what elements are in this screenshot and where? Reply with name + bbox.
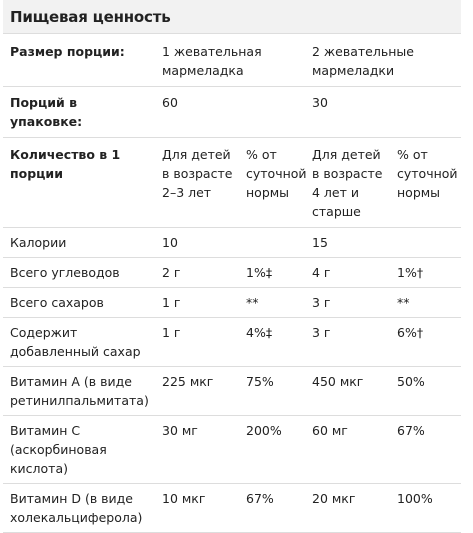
dv-4-plus	[390, 228, 461, 258]
dv-2-3: 75%	[239, 367, 305, 416]
amount-4-plus: 450 мкг	[305, 367, 390, 416]
amount-2-3: 1 г	[155, 288, 239, 318]
nutrition-title: Пищевая ценность	[3, 0, 461, 34]
amount-2-3: 1 г	[155, 318, 239, 367]
servings-per-container-row	[3, 87, 461, 138]
amount-2-3: 10	[155, 228, 239, 258]
nutrient-name: Всего углеводов	[3, 258, 155, 288]
amount-4-plus: 3 г	[305, 288, 390, 318]
serving-size-row	[3, 34, 461, 87]
servings-per-container-label: Порций в упаковке:	[3, 87, 155, 138]
nutrient-name: Содержит добавленный сахар	[3, 318, 155, 367]
amount-4-plus: 4 г	[305, 258, 390, 288]
dv-2-3: 200%	[239, 416, 305, 484]
dv-2-3: 67%	[239, 484, 305, 533]
dv-2-3: 1%‡	[239, 258, 305, 288]
dv-4-plus-header: % от суточной нормы	[390, 138, 461, 228]
group-4-plus-header: Для детей в возрасте 4 лет и старше	[305, 138, 390, 228]
amount-4-plus: 20 мкг	[305, 484, 390, 533]
column-header-row	[3, 138, 461, 228]
dv-4-plus: 6%†	[390, 318, 461, 367]
dv-4-plus: 1%†	[390, 258, 461, 288]
dv-2-3: **	[239, 288, 305, 318]
dv-2-3: 4%‡	[239, 318, 305, 367]
amount-2-3: 10 мкг	[155, 484, 239, 533]
dv-4-plus: **	[390, 288, 461, 318]
dv-4-plus: 67%	[390, 416, 461, 484]
amount-per-serving-header: Количество в 1 порции	[3, 138, 155, 228]
nutrition-facts-panel	[3, 0, 461, 525]
nutrient-row	[3, 416, 461, 484]
nutrient-row	[3, 367, 461, 416]
nutrient-row	[3, 288, 461, 318]
amount-4-plus: 3 г	[305, 318, 390, 367]
amount-4-plus: 15	[305, 228, 390, 258]
amount-2-3: 30 мг	[155, 416, 239, 484]
dv-2-3	[239, 228, 305, 258]
amount-2-3: 225 мкг	[155, 367, 239, 416]
nutrient-name: Калории	[3, 228, 155, 258]
dv-4-plus: 50%	[390, 367, 461, 416]
servings-per-container-2-3: 60	[155, 87, 305, 138]
nutrient-row	[3, 318, 461, 367]
nutrient-row	[3, 484, 461, 533]
group-2-3-header: Для детей в возрасте 2–3 лет	[155, 138, 239, 228]
serving-size-children-2-3: 1 жевательная мармеладка	[155, 34, 305, 87]
nutrient-row	[3, 258, 461, 288]
dv-4-plus: 100%	[390, 484, 461, 533]
nutrient-name: Витамин C (аскорбиновая кислота)	[3, 416, 155, 484]
dv-2-3-header: % от суточной нормы	[239, 138, 305, 228]
serving-size-children-4-plus: 2 жевательные мармеладки	[305, 34, 461, 87]
nutrient-row	[3, 228, 461, 258]
nutrition-table	[3, 34, 461, 533]
servings-per-container-4-plus: 30	[305, 87, 461, 138]
nutrient-name: Витамин D (в виде холекальциферола)	[3, 484, 155, 533]
serving-size-label: Размер порции:	[3, 34, 155, 87]
amount-4-plus: 60 мг	[305, 416, 390, 484]
nutrient-name: Витамин A (в виде ретинилпальмитата)	[3, 367, 155, 416]
nutrient-name: Всего сахаров	[3, 288, 155, 318]
amount-2-3: 2 г	[155, 258, 239, 288]
